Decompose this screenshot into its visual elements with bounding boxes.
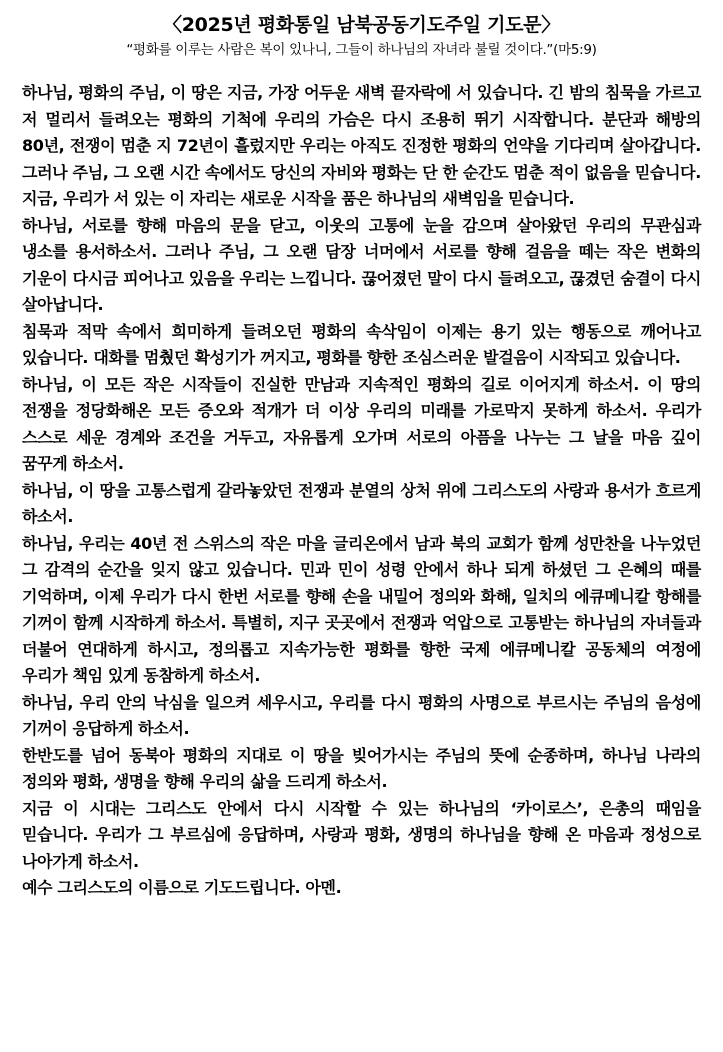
paragraph-10: 예수 그리스도의 이름으로 기도드립니다. 아멘. (22, 878, 342, 897)
scripture-verse: “평화를 이루는 사람은 복이 있나니, 그들이 하나님의 자녀라 불릴 것이다.”(마5:9) (126, 42, 597, 58)
prayer-body (22, 80, 701, 902)
document-title: 〈2025년 평화통일 남북공동기도주일 기도문〉 (163, 14, 560, 36)
paragraph-2: 하나님, 서로를 향해 마음의 문을 닫고, 이웃의 고통에 눈을 감으며 살아왔던 우리의 무관심과 냉소를 용서하소서. 그러나 주님, 그 오랜 담장 너머에서 서로를 향해 걸음을 떼는 작은 변화의 기운이 다시금 피어나고 있음을 우리는 느낍니다. 끊어졌던 말이 다시 들려오고, 끊겼던 숨결이 다시 살아납니다. (22, 215, 701, 314)
paragraph-6: 하나님, 우리는 40년 전 스위스의 작은 마을 글리온에서 남과 북의 교회가 함께 성만찬을 나누었던 그 감격의 순간을 잊지 않고 있습니다. 민과 민이 성령 안에서 하나 되게 하셨던 그 은혜의 때를 기억하며, 이제 우리가 다시 한번 서로를 향해 손을 내밀어 정의와 화해, 일치의 에큐메니칼 항해를 기꺼이 함께 시작하게 하소서. 특별히, 지구 곳곳에서 전쟁과 억압으로 고통받는 하나님의 자녀들과 더불어 연대하게 하시고, 정의롭고 지속가능한 평화를 향한 국제 에큐메니칼 공동체의 여정에 우리가 책임 있게 동참하게 하소서. (22, 533, 701, 685)
paragraph-9: 지금 이 시대는 그리스도 안에서 다시 시작할 수 있는 하나님의 ‘카이로스’, 은총의 때임을 믿습니다. 우리가 그 부르심에 응답하며, 사랑과 평화, 생명의 하나님을 향해 온 마음과 정성으로 나아가게 하소서. (22, 798, 701, 871)
paragraph-5: 하나님, 이 땅을 고통스럽게 갈라놓았던 전쟁과 분열의 상처 위에 그리스도의 사랑과 용서가 흐르게 하소서. (22, 480, 701, 526)
paragraph-1: 하나님, 평화의 주님, 이 땅은 지금, 가장 어두운 새벽 끝자락에 서 있습니다. 긴 밤의 침묵을 가르고 저 멀리서 들려오는 평화의 기척에 우리의 가슴은 다시 조용히 뛰기 시작합니다. 분단과 해방의 80년, 전쟁이 멈춘 지 72년이 흘렀지만 우리는 아직도 진정한 평화의 언약을 기다리며 살아갑니다. 그러나 주님, 그 오랜 시간 속에서도 당신의 자비와 평화는 단 한 순간도 멈춘 적이 없음을 믿습니다. 지금, 우리가 서 있는 이 자리는 새로운 시작을 품은 하나님의 새벽임을 믿습니다. (22, 83, 701, 208)
paragraph-8: 한반도를 넘어 동북아 평화의 지대로 이 땅을 빚어가시는 주님의 뜻에 순종하며, 하나님 나라의 정의와 평화, 생명을 향해 우리의 삶을 드리게 하소서. (22, 745, 701, 791)
paragraph-7: 하나님, 우리 안의 낙심을 일으켜 세우시고, 우리를 다시 평화의 사명으로 부르시는 주님의 음성에 기꺼이 응답하게 하소서. (22, 692, 701, 738)
paragraph-4: 하나님, 이 모든 작은 시작들이 진실한 만남과 지속적인 평화의 길로 이어지게 하소서. 이 땅의 전쟁을 정당화해온 모든 증오와 적개가 더 이상 우리의 미래를 가로막지 못하게 하소서. 우리가 스스로 세운 경계와 조건을 거두고, 자유롭게 오가며 서로의 아픔을 나누는 그 날을 마음 깊이 꿈꾸게 하소서. (22, 374, 701, 473)
paragraph-3: 침묵과 적막 속에서 희미하게 들려오던 평화의 속삭임이 이제는 용기 있는 행동으로 깨어나고 있습니다. 대화를 멈췄던 확성기가 꺼지고, 평화를 향한 조심스러운 발걸음이 시작되고 있습니다. (22, 321, 701, 367)
